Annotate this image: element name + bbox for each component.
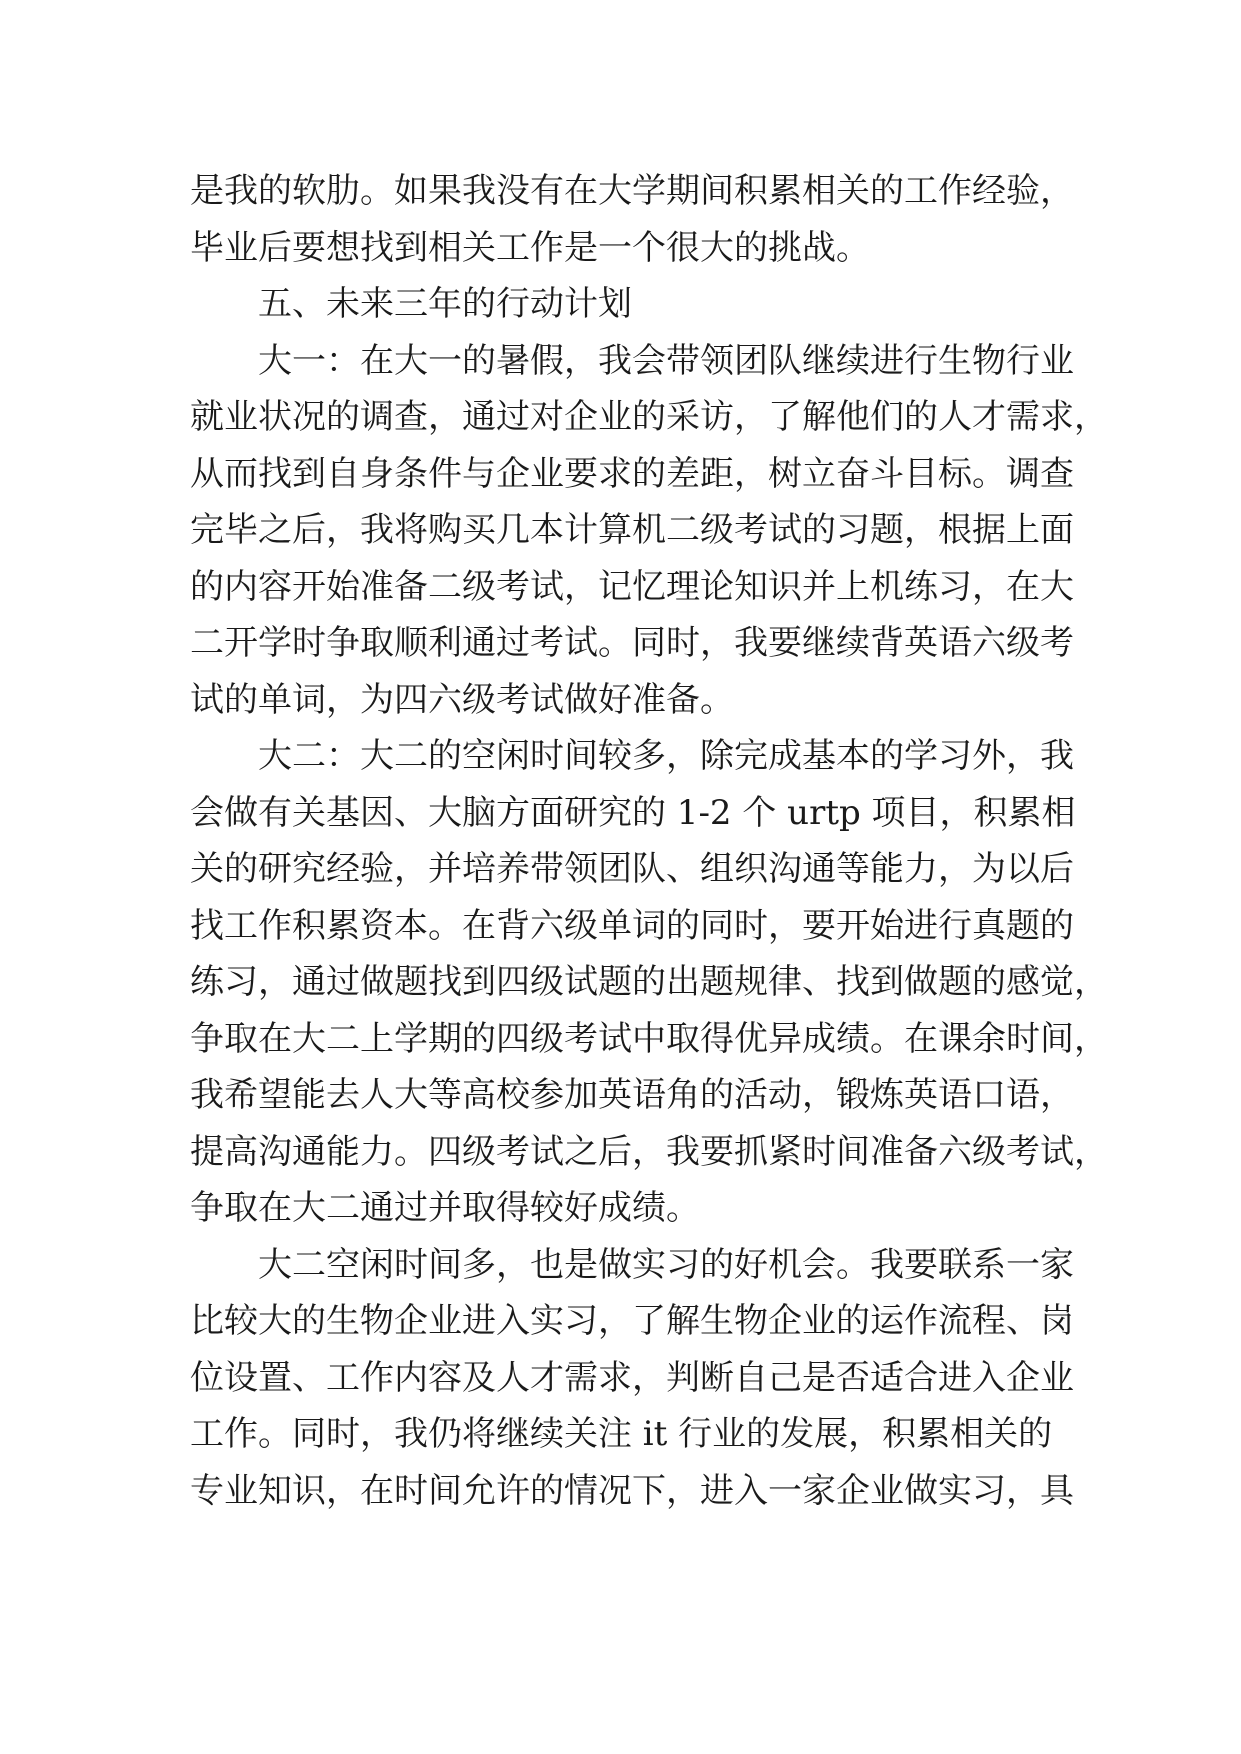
text-line: 二开学时争取顺利通过考试。同时，我要继续背英语六级考 <box>190 623 1074 663</box>
paragraph-internship-plan <box>190 1237 1074 1520</box>
text-line: 我希望能去人大等高校参加英语角的活动，锻炼英语口语， <box>190 1075 1074 1115</box>
text-line: 争取在大二上学期的四级考试中取得优异成绩。在课余时间， <box>190 1018 1108 1059</box>
text-line: 找工作积累资本。在背六级单词的同时，要开始进行真题的 <box>190 905 1074 946</box>
text-line: 大二：大二的空闲时间较多，除完成基本的学习外，我 <box>258 736 1074 776</box>
paragraph-sophomore-plan <box>190 728 1108 1237</box>
paragraph-freshman-plan <box>190 333 1108 729</box>
document-body <box>190 163 1108 1519</box>
text-line: 从而找到自身条件与企业要求的差距，树立奋斗目标。调查 <box>190 453 1074 494</box>
text-line: 完毕之后，我将购买几本计算机二级考试的习题，根据上面 <box>190 510 1074 550</box>
text-line: 大二空闲时间多，也是做实习的好机会。我要联系一家 <box>258 1244 1074 1285</box>
paragraph-continuation <box>190 163 1074 276</box>
text-line: 试的单词，为四六级考试做好准备。 <box>190 679 734 720</box>
section-heading <box>190 276 1052 333</box>
text-line: 练习，通过做题找到四级试题的出题规律、找到做题的感觉， <box>190 962 1108 1002</box>
text-line: 比较大的生物企业进入实习，了解生物企业的运作流程、岗 <box>190 1301 1074 1341</box>
text-line: 毕业后要想找到相关工作是一个很大的挑战。 <box>190 227 870 268</box>
text-line: 的内容开始准备二级考试，记忆理论知识并上机练习，在大 <box>190 566 1074 607</box>
text-line: 位设置、工作内容及人才需求，判断自己是否适合进入企业 <box>190 1357 1074 1398</box>
text-line: 会做有关基因、大脑方面研究的 1-2 个 urtp 项目，积累相 <box>190 792 1076 833</box>
text-line: 大一：在大一的暑假，我会带领团队继续进行生物行业 <box>258 340 1074 381</box>
text-line: 就业状况的调查，通过对企业的采访，了解他们的人才需求， <box>190 397 1108 437</box>
text-line: 争取在大二通过并取得较好成绩。 <box>190 1188 700 1228</box>
text-line: 关的研究经验，并培养带领团队、组织沟通等能力，为以后 <box>190 849 1074 889</box>
text-line: 专业知识，在时间允许的情况下，进入一家企业做实习，具 <box>190 1470 1074 1511</box>
text-line: 工作。同时，我仍将继续关注 it 行业的发展，积累相关的 <box>190 1414 1053 1454</box>
heading-line: 五、未来三年的行动计划 <box>258 284 632 324</box>
text-line: 是我的软肋。如果我没有在大学期间积累相关的工作经验， <box>190 171 1074 211</box>
text-line: 提高沟通能力。四级考试之后，我要抓紧时间准备六级考试， <box>190 1131 1108 1172</box>
